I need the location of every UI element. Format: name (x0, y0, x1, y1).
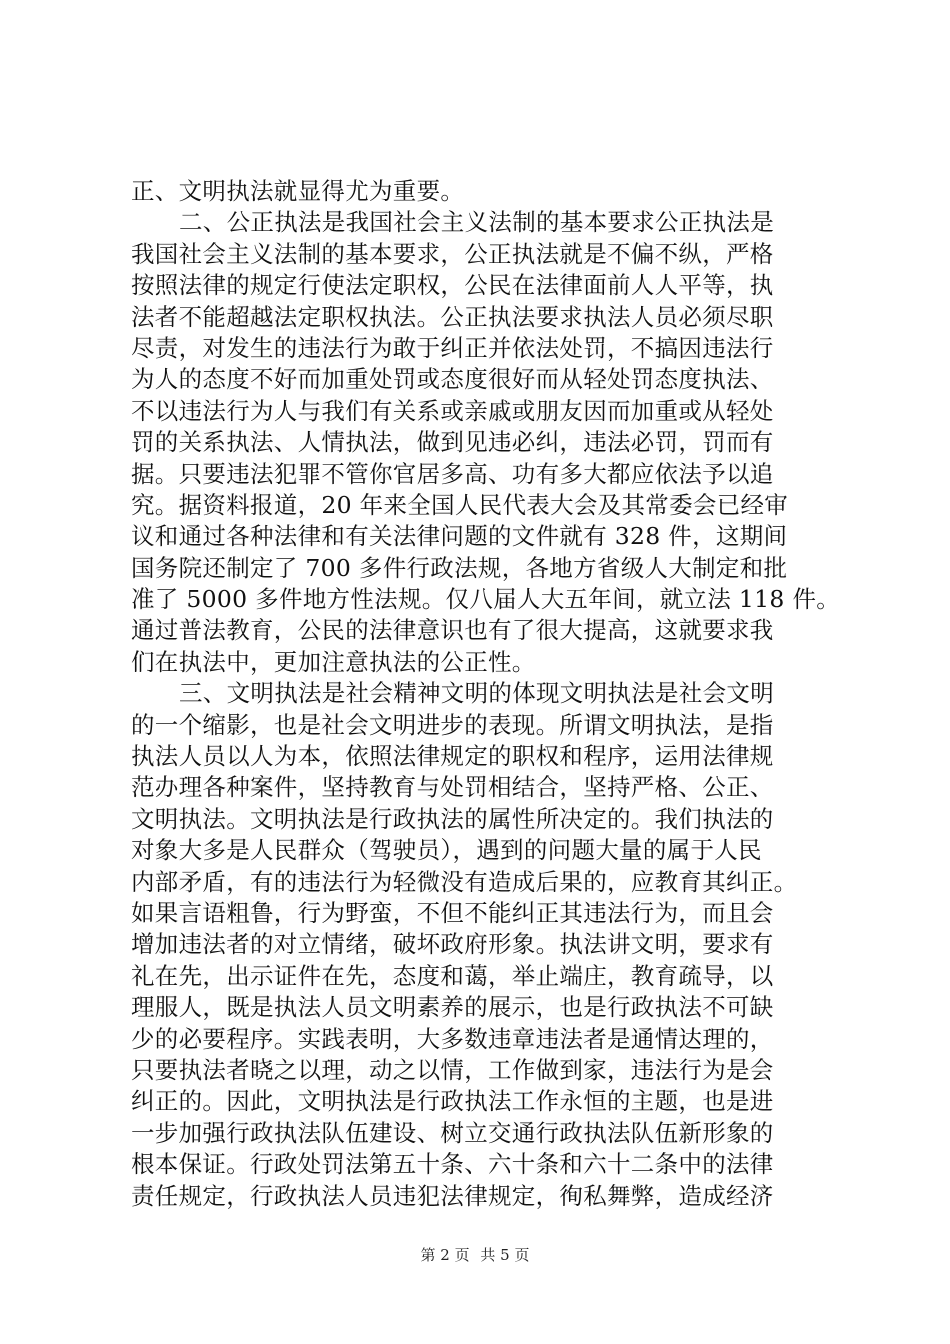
text-line: 内部矛盾，有的违法行为轻微没有造成后果的，应教育其纠正。 (131, 867, 798, 896)
text-line: 礼在先，出示证件在先，态度和蔼，举止端庄，教育疏导，以 (131, 961, 774, 990)
text-line: 的一个缩影，也是社会文明进步的表现。所谓文明执法，是指 (131, 710, 774, 739)
text-line: 法者不能超越法定职权执法。公正执法要求执法人员必须尽职 (131, 302, 774, 331)
text-line: 二、公正执法是我国社会主义法制的基本要求公正执法是 (179, 208, 774, 237)
text-line: 准了 5000 多件地方性法规。仅八届人大五年间，就立法 118 件。 (131, 585, 841, 614)
document-body (131, 176, 841, 1212)
text-line: 三、文明执法是社会精神文明的体现文明执法是社会文明 (179, 679, 774, 708)
text-line: 为人的态度不好而加重处罚或态度很好而从轻处罚态度执法、 (131, 365, 774, 394)
text-line: 纠正的。因此，文明执法是行政执法工作永恒的主题，也是进 (131, 1087, 774, 1116)
text-line: 罚的关系执法、人情执法，做到见违必纠，违法必罚，罚而有 (131, 428, 774, 457)
text-line: 如果言语粗鲁，行为野蛮，不但不能纠正其违法行为，而且会 (131, 898, 774, 927)
text-line: 按照法律的规定行使法定职权，公民在法律面前人人平等，执 (131, 271, 774, 300)
text-line: 范办理各种案件，坚持教育与处罚相结合，坚持严格、公正、 (131, 773, 774, 802)
text-line: 不以违法行为人与我们有关系或亲戚或朋友因而加重或从轻处 (131, 396, 774, 425)
text-line: 执法人员以人为本，依照法律规定的职权和程序，运用法律规 (131, 742, 774, 771)
text-line: 正、文明执法就显得尤为重要。 (131, 177, 465, 205)
text-line: 我国社会主义法制的基本要求，公正执法就是不偏不纵，严格 (131, 239, 774, 268)
text-line: 们在执法中，更加注意执法的公正性。 (131, 647, 536, 676)
text-line: 少的必要程序。实践表明，大多数违章违法者是通情达理的， (131, 1024, 774, 1053)
text-line: 国务院还制定了 700 多件行政法规，各地方省级人大制定和批 (131, 553, 788, 582)
text-line: 究。据资料报道，20 年来全国人民代表大会及其常委会已经审 (131, 490, 789, 519)
text-line: 尽责，对发生的违法行为敢于纠正并依法处罚，不搞因违法行 (131, 333, 774, 362)
text-line: 文明执法。文明执法是行政执法的属性所决定的。我们执法的 (131, 804, 774, 833)
text-line: 一步加强行政执法队伍建设、树立交通行政执法队伍新形象的 (131, 1118, 774, 1147)
text-line: 对象大多是人民群众（驾驶员），遇到的问题大量的属于人民 (131, 836, 762, 865)
text-line: 议和通过各种法律和有关法律问题的文件就有 328 件，这期间 (131, 522, 788, 551)
text-line: 理服人，既是执法人员文明素养的展示，也是行政执法不可缺 (131, 993, 774, 1022)
page-total: 共 5 页 (480, 1246, 530, 1264)
page-number: 第 2 页 (420, 1246, 470, 1264)
text-line: 根本保证。行政处罚法第五十条、六十条和六十二条中的法律 (131, 1150, 774, 1179)
text-line: 通过普法教育，公民的法律意识也有了很大提高，这就要求我 (131, 616, 774, 645)
text-line: 责任规定，行政执法人员违犯法律规定，徇私舞弊，造成经济 (131, 1181, 774, 1210)
text-line: 只要执法者晓之以理，动之以情，工作做到家，违法行为是会 (131, 1055, 774, 1084)
text-line: 增加违法者的对立情绪，破坏政府形象。执法讲文明，要求有 (131, 930, 774, 959)
text-line: 据。只要违法犯罪不管你官居多高、功有多大都应依法予以追 (131, 459, 774, 488)
page-footer (0, 1244, 950, 1265)
